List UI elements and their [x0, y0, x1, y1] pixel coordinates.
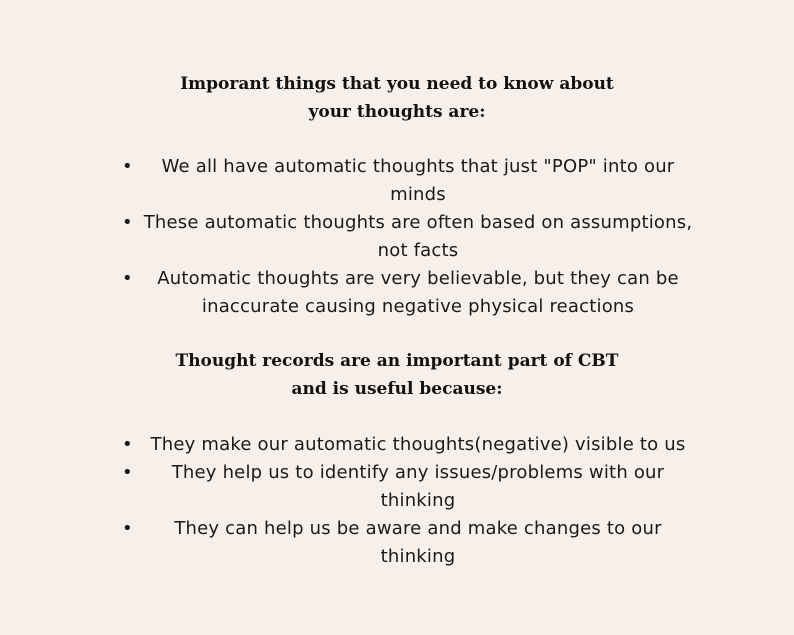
bullet-item — [118, 265, 704, 321]
bullet-icon: • — [122, 518, 133, 539]
section-2-heading: Thought records are an important part of CBT and is useful because: — [175, 351, 619, 399]
bullet-icon: • — [122, 212, 133, 233]
bullet-text: Automatic thoughts are very believable, but they can be inaccurate causing negative physical reactions — [157, 268, 679, 317]
bullet-item — [118, 209, 704, 265]
bullet-text: These automatic thoughts are often based on assumptions, not facts — [143, 212, 693, 261]
section-1-heading: Imporant things that you need to know about your thoughts are: — [180, 74, 614, 122]
bullet-item — [118, 459, 704, 515]
bullet-item — [118, 431, 704, 459]
bullet-text: They make our automatic thoughts(negative) visible to us — [150, 434, 686, 455]
bullet-icon: • — [122, 434, 133, 455]
bullet-icon: • — [122, 462, 133, 483]
section-1-bullet-list — [118, 153, 704, 321]
bullet-text: They help us to identify any issues/problems with our thinking — [171, 462, 665, 511]
bullet-item — [118, 153, 704, 209]
bullet-text: We all have automatic thoughts that just "POP" into our minds — [161, 156, 675, 205]
bullet-icon: • — [122, 156, 133, 177]
bullet-icon: • — [122, 268, 133, 289]
bullet-text: They can help us be aware and make changes to our thinking — [174, 518, 662, 567]
section-2-bullet-list — [118, 431, 704, 571]
bullet-item — [118, 515, 704, 571]
